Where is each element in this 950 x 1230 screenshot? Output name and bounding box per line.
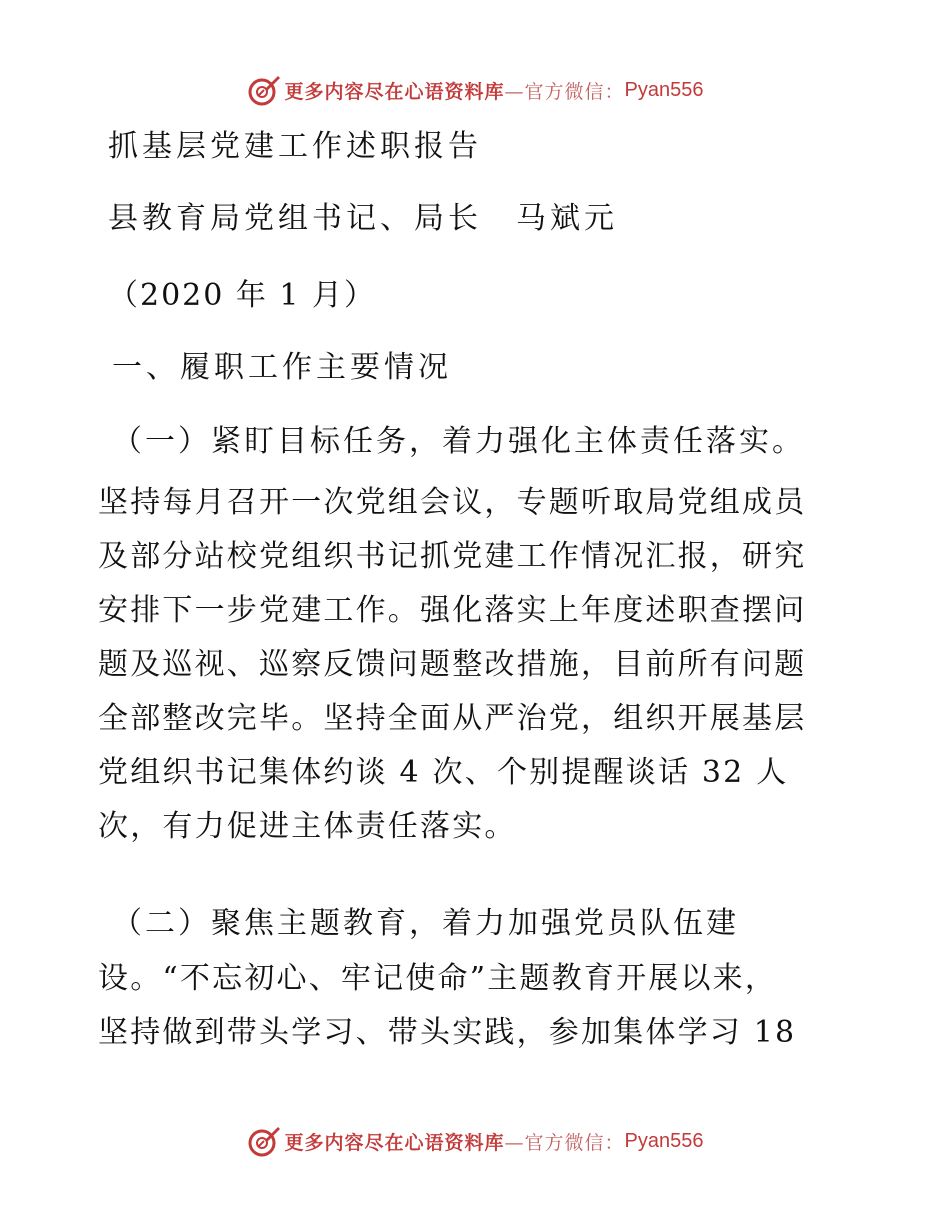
body-line: 次，有力促进主体责任落实。 (98, 809, 517, 844)
body-line: 全部整改完毕。坚持全面从严治党，组织开展基层 (98, 701, 807, 736)
document-date: （2020 年 1 月） (108, 278, 377, 313)
document-author: 县教育局党组书记、局长 马斌元 (108, 201, 618, 236)
pen-logo-icon (247, 1124, 281, 1158)
section-heading-1: 一、履职工作主要情况 (112, 350, 452, 385)
document-body-2 (98, 952, 858, 1060)
watermark-site-name: 更多内容尽在心语资料库 (284, 1131, 505, 1154)
body-line: 及部分站校党组织书记抓党建工作情况汇报，研究 (98, 539, 807, 574)
watermark-header (0, 70, 950, 110)
pen-logo-icon (247, 73, 281, 107)
watermark-footer (0, 1121, 950, 1161)
document-title: 抓基层党建工作述职报告 (108, 129, 482, 164)
body-line: 党组织书记集体约谈 4 次、个别提醒谈话 32 人 (98, 755, 789, 790)
body-line: 安排下一步党建工作。强化落实上年度述职查摆问 (98, 593, 807, 628)
body-line: 坚持做到带头学习、带头实践，参加集体学习 18 (98, 1015, 797, 1050)
subsection-heading-1: （一）紧盯目标任务，着力强化主体责任落实。 (112, 424, 805, 459)
document-body (98, 476, 858, 854)
subsection-heading-2: （二）聚焦主题教育，着力加强党员队伍建 (112, 906, 739, 941)
watermark-wechat-id: Pyan556 (624, 1129, 704, 1152)
watermark-separator: —官方微信： (504, 1131, 625, 1154)
body-line: 设。“不忘初心、牢记使命”主题教育开展以来， (98, 961, 778, 996)
watermark-separator: —官方微信： (504, 80, 625, 103)
body-line: 坚持每月召开一次党组会议，专题听取局党组成员 (98, 485, 807, 520)
watermark-wechat-id: Pyan556 (624, 78, 704, 101)
watermark-site-name: 更多内容尽在心语资料库 (284, 80, 505, 103)
body-line: 题及巡视、巡察反馈问题整改措施，目前所有问题 (98, 647, 807, 682)
